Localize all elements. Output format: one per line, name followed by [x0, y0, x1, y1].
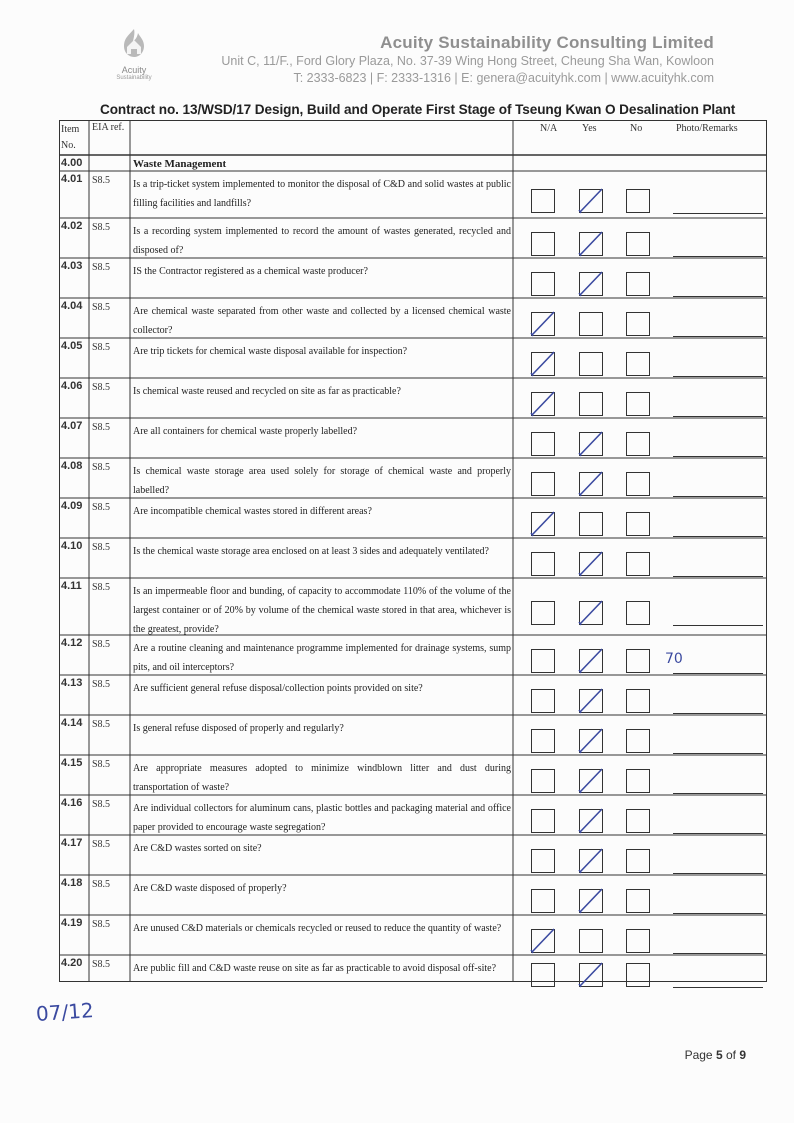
yes-checkbox[interactable]	[579, 232, 603, 256]
remarks-line[interactable]	[673, 713, 763, 714]
no-checkbox[interactable]	[626, 889, 650, 913]
tick-mark-icon	[528, 309, 558, 339]
no-checkbox[interactable]	[626, 432, 650, 456]
table-row	[59, 378, 767, 418]
yes-checkbox[interactable]	[579, 189, 603, 213]
na-checkbox[interactable]	[531, 963, 555, 987]
remarks-line[interactable]	[673, 987, 763, 988]
tick-mark-icon	[528, 389, 558, 419]
page-prefix: Page	[684, 1048, 716, 1062]
table-row	[59, 675, 767, 715]
header-item-line1: Item	[61, 124, 80, 135]
table-row	[59, 498, 767, 538]
na-checkbox[interactable]	[531, 472, 555, 496]
na-checkbox[interactable]	[531, 689, 555, 713]
logo-subtitle: Sustainability	[116, 75, 152, 81]
eia-reference: S8.5	[92, 879, 111, 890]
item-number: 4.12	[61, 637, 83, 649]
yes-checkbox[interactable]	[579, 432, 603, 456]
tick-mark-icon	[576, 886, 606, 916]
no-checkbox[interactable]	[626, 689, 650, 713]
remarks-line[interactable]	[673, 753, 763, 754]
remarks-line[interactable]	[673, 873, 763, 874]
section-number: 4.00	[61, 157, 83, 169]
checklist-question: IS the Contractor registered as a chemical waste producer?	[133, 266, 368, 277]
table-row	[59, 258, 767, 298]
item-number: 4.18	[61, 877, 83, 889]
remarks-line[interactable]	[673, 213, 763, 214]
na-checkbox[interactable]	[531, 809, 555, 833]
item-number: 4.09	[61, 500, 83, 512]
handwritten-date: 07/12	[35, 998, 95, 1026]
section-title: Waste Management	[133, 158, 227, 170]
remarks-line[interactable]	[673, 953, 763, 954]
header-yes: Yes	[582, 123, 597, 134]
eia-reference: S8.5	[92, 382, 111, 393]
tick-mark-icon	[576, 766, 606, 796]
tick-mark-icon	[576, 960, 606, 990]
na-checkbox[interactable]	[531, 849, 555, 873]
table-row	[59, 418, 767, 458]
header-na: N/A	[540, 123, 558, 134]
remarks-line[interactable]	[673, 833, 763, 834]
checklist-question: Are unused C&D materials or chemicals recycled or reused to reduce the quantity of waste?	[133, 923, 502, 934]
table-row	[59, 755, 767, 795]
na-checkbox[interactable]	[531, 352, 555, 376]
no-checkbox[interactable]	[626, 189, 650, 213]
remarks-line[interactable]	[673, 625, 763, 626]
remarks-line[interactable]	[673, 913, 763, 914]
logo-icon	[116, 26, 152, 60]
item-number: 4.11	[61, 580, 82, 592]
no-checkbox[interactable]	[626, 272, 650, 296]
table-row	[59, 298, 767, 338]
item-number: 4.14	[61, 717, 83, 729]
table-row	[59, 635, 767, 675]
no-checkbox[interactable]	[626, 552, 650, 576]
yes-checkbox[interactable]	[579, 352, 603, 376]
eia-reference: S8.5	[92, 542, 111, 553]
yes-checkbox[interactable]	[579, 552, 603, 576]
company-logo	[104, 26, 164, 84]
page-number	[685, 1048, 746, 1062]
no-checkbox[interactable]	[626, 649, 650, 673]
checklist-question: Is an impermeable floor and bunding, of capacity to accommodate 110% of the volume of the largest container or of 20% by volume of the chemical waste stored in that area, whichever is the greatest, provide?	[133, 586, 511, 635]
page-total: 9	[739, 1048, 746, 1062]
company-contact: T: 2333-6823 | F: 2333-1316 | E: genera@acuityhk.com | www.acuityhk.com	[293, 71, 714, 85]
checklist-question: Are public fill and C&D waste reuse on site as far as practicable to avoid disposal off-site?	[133, 963, 497, 974]
tick-mark-icon	[576, 598, 606, 628]
checklist-question: Are all containers for chemical waste properly labelled?	[133, 426, 358, 437]
table-row	[59, 458, 767, 498]
eia-reference: S8.5	[92, 919, 111, 930]
checklist-question: Are C&D wastes sorted on site?	[133, 843, 262, 854]
item-number: 4.10	[61, 540, 83, 552]
remarks-line[interactable]	[673, 793, 763, 794]
remarks-line[interactable]	[673, 336, 763, 337]
na-checkbox[interactable]	[531, 232, 555, 256]
remarks-line[interactable]	[673, 576, 763, 577]
remarks-line[interactable]	[673, 296, 763, 297]
checklist-question: Are individual collectors for aluminum cans, plastic bottles and packaging material and office paper provided to encourage waste segregation?	[133, 803, 511, 833]
item-number: 4.07	[61, 420, 83, 432]
item-number: 4.06	[61, 380, 83, 392]
yes-checkbox[interactable]	[579, 312, 603, 336]
item-number: 4.16	[61, 797, 83, 809]
table-row	[59, 578, 767, 635]
no-checkbox[interactable]	[626, 729, 650, 753]
yes-checkbox[interactable]	[579, 729, 603, 753]
eia-reference: S8.5	[92, 959, 111, 970]
yes-checkbox[interactable]	[579, 392, 603, 416]
header-item-no	[61, 122, 79, 154]
eia-reference: S8.5	[92, 639, 111, 650]
item-number: 4.19	[61, 917, 83, 929]
checklist-question: Is a recording system implemented to record the amount of wastes generated, recycled and disposed of?	[133, 226, 511, 256]
checklist-question: Is a trip-ticket system implemented to monitor the disposal of C&D and solid wastes at public filling facilities and landfills?	[133, 179, 511, 209]
eia-reference: S8.5	[92, 342, 111, 353]
eia-reference: S8.5	[92, 462, 111, 473]
yes-checkbox[interactable]	[579, 769, 603, 793]
checklist-question: Are appropriate measures adopted to minimize windblown litter and dust during transportation of waste?	[133, 763, 511, 793]
item-number: 4.05	[61, 340, 83, 352]
remarks-line[interactable]	[673, 536, 763, 537]
na-checkbox[interactable]	[531, 189, 555, 213]
page-current: 5	[715, 1048, 723, 1062]
no-checkbox[interactable]	[626, 352, 650, 376]
yes-checkbox[interactable]	[579, 963, 603, 987]
table-row	[59, 875, 767, 915]
na-checkbox[interactable]	[531, 552, 555, 576]
company-name: Acuity Sustainability Consulting Limited	[380, 33, 714, 52]
tick-mark-icon	[576, 469, 606, 499]
eia-reference: S8.5	[92, 302, 111, 313]
na-checkbox[interactable]	[531, 889, 555, 913]
yes-checkbox[interactable]	[579, 689, 603, 713]
tick-mark-icon	[576, 806, 606, 836]
header-item-line2: No.	[61, 140, 76, 151]
header-no: No	[630, 123, 643, 134]
yes-checkbox[interactable]	[579, 889, 603, 913]
no-checkbox[interactable]	[626, 472, 650, 496]
remarks-line[interactable]	[673, 673, 763, 674]
remarks-line[interactable]	[673, 376, 763, 377]
na-checkbox[interactable]	[531, 512, 555, 536]
checklist-question: Is the chemical waste storage area enclosed on at least 3 sides and adequately ventilated?	[133, 546, 489, 557]
tick-mark-icon	[576, 846, 606, 876]
checklist-question: Is chemical waste reused and recycled on site as far as practicable?	[133, 386, 401, 397]
no-checkbox[interactable]	[626, 963, 650, 987]
header-eia-ref: EIA ref.	[92, 122, 125, 133]
contract-title: Contract no. 13/WSD/17 Design, Build and Operate First Stage of Tseung Kwan O Desalination Plant	[100, 102, 736, 117]
eia-reference: S8.5	[92, 839, 111, 850]
eia-reference: S8.5	[92, 175, 111, 186]
company-address: Unit C, 11/F., Ford Glory Plaza, No. 37-39 Wing Hong Street, Cheung Sha Wan, Kowloon	[221, 54, 714, 68]
yes-checkbox[interactable]	[579, 472, 603, 496]
tick-mark-icon	[576, 429, 606, 459]
tick-mark-icon	[576, 186, 606, 216]
remarks-line[interactable]	[673, 496, 763, 497]
yes-checkbox[interactable]	[579, 649, 603, 673]
tick-mark-icon	[528, 349, 558, 379]
no-checkbox[interactable]	[626, 512, 650, 536]
eia-reference: S8.5	[92, 799, 111, 810]
tick-mark-icon	[576, 549, 606, 579]
yes-checkbox[interactable]	[579, 929, 603, 953]
header-photo-remarks: Photo/Remarks	[676, 123, 738, 134]
yes-checkbox[interactable]	[579, 601, 603, 625]
checklist-question: Are a routine cleaning and maintenance programme implemented for drainage systems, sump pits, and oil interceptors?	[133, 643, 511, 673]
yes-checkbox[interactable]	[579, 809, 603, 833]
page-mid: of	[722, 1048, 740, 1062]
logo-name: Acuity	[121, 65, 147, 75]
eia-reference: S8.5	[92, 502, 111, 513]
no-checkbox[interactable]	[626, 769, 650, 793]
eia-reference: S8.5	[92, 582, 111, 593]
na-checkbox[interactable]	[531, 272, 555, 296]
eia-reference: S8.5	[92, 422, 111, 433]
checklist-question: Are chemical waste separated from other waste and collected by a licensed chemical waste collector?	[133, 306, 511, 336]
na-checkbox[interactable]	[531, 312, 555, 336]
eia-reference: S8.5	[92, 719, 111, 730]
item-number: 4.15	[61, 757, 83, 769]
table-row	[59, 538, 767, 578]
checklist-question: Are sufficient general refuse disposal/collection points provided on site?	[133, 683, 423, 694]
na-checkbox[interactable]	[531, 729, 555, 753]
eia-reference: S8.5	[92, 222, 111, 233]
table-row	[59, 795, 767, 835]
item-number: 4.02	[61, 220, 83, 232]
tick-mark-icon	[576, 686, 606, 716]
table-row	[59, 835, 767, 875]
section-row	[59, 155, 767, 171]
yes-checkbox[interactable]	[579, 849, 603, 873]
no-checkbox[interactable]	[626, 601, 650, 625]
table-row	[59, 171, 767, 218]
tick-mark-icon	[576, 229, 606, 259]
yes-checkbox[interactable]	[579, 272, 603, 296]
item-number: 4.01	[61, 173, 83, 185]
no-checkbox[interactable]	[626, 232, 650, 256]
tick-mark-icon	[576, 726, 606, 756]
remarks-line[interactable]	[673, 256, 763, 257]
na-checkbox[interactable]	[531, 929, 555, 953]
checklist-question: Is chemical waste storage area used solely for storage of chemical waste and properly labelled?	[133, 466, 511, 496]
na-checkbox[interactable]	[531, 649, 555, 673]
company-info	[221, 33, 714, 87]
handwritten-remark: 70	[665, 651, 683, 667]
checklist-question: Are C&D waste disposed of properly?	[133, 883, 287, 894]
tick-mark-icon	[528, 926, 558, 956]
tick-mark-icon	[576, 269, 606, 299]
table-row	[59, 915, 767, 955]
table-row	[59, 955, 767, 982]
item-number: 4.03	[61, 260, 83, 272]
no-checkbox[interactable]	[626, 929, 650, 953]
no-checkbox[interactable]	[626, 809, 650, 833]
no-checkbox[interactable]	[626, 849, 650, 873]
item-number: 4.20	[61, 957, 83, 969]
eia-reference: S8.5	[92, 759, 111, 770]
item-number: 4.04	[61, 300, 83, 312]
yes-checkbox[interactable]	[579, 512, 603, 536]
eia-reference: S8.5	[92, 679, 111, 690]
table-row	[59, 715, 767, 755]
no-checkbox[interactable]	[626, 392, 650, 416]
eia-reference: S8.5	[92, 262, 111, 273]
checklist-question: Is general refuse disposed of properly and regularly?	[133, 723, 344, 734]
checklist-question: Are incompatible chemical wastes stored in different areas?	[133, 506, 372, 517]
tick-mark-icon	[528, 509, 558, 539]
item-number: 4.08	[61, 460, 83, 472]
remarks-line[interactable]	[673, 456, 763, 457]
remarks-line[interactable]	[673, 416, 763, 417]
na-checkbox[interactable]	[531, 769, 555, 793]
checklist-table	[59, 120, 767, 982]
na-checkbox[interactable]	[531, 392, 555, 416]
na-checkbox[interactable]	[531, 432, 555, 456]
checklist-question: Are trip tickets for chemical waste disposal available for inspection?	[133, 346, 408, 357]
item-number: 4.13	[61, 677, 83, 689]
no-checkbox[interactable]	[626, 312, 650, 336]
table-row	[59, 338, 767, 378]
table-row	[59, 218, 767, 258]
tick-mark-icon	[576, 646, 606, 676]
na-checkbox[interactable]	[531, 601, 555, 625]
item-number: 4.17	[61, 837, 83, 849]
